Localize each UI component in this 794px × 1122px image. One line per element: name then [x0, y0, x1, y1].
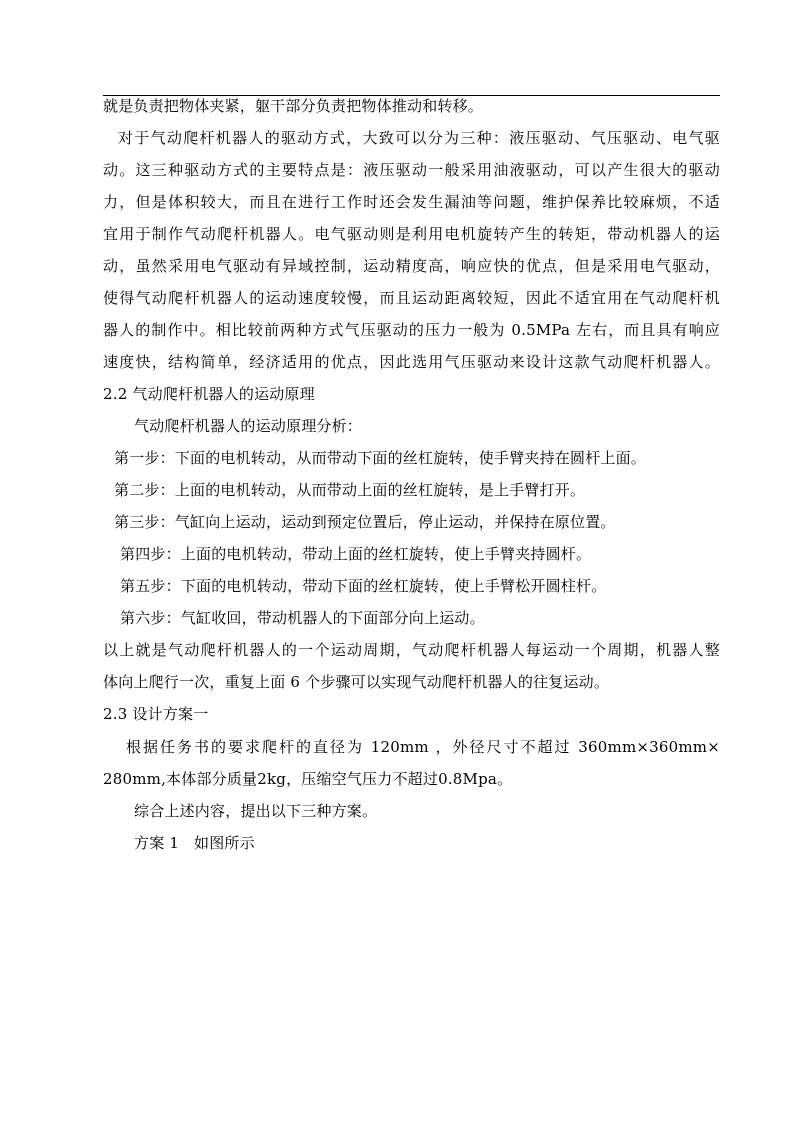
step-line: 第二步：上面的电机转动，从而带动上面的丝杠旋转，是上手臂打开。	[114, 481, 586, 499]
paragraph-line: 对于气动爬杆机器人的驱动方式，大致可以分为三种：液压驱动、气压驱动、电气驱	[118, 129, 720, 147]
paragraph-line: 器人的制作中。相比较前两种方式气压驱动的压力一般为 0.5MPa 左右，而且具有响应	[103, 321, 720, 339]
step-line: 第四步：上面的电机转动，带动上面的丝杠旋转，使上手臂夹持圆杆。	[120, 545, 592, 563]
paragraph-line: 气动爬杆机器人的运动原理分析：	[134, 417, 363, 435]
step-line: 第三步：气缸向上运动，运动到预定位置后，停止运动，并保持在原位置。	[114, 513, 616, 531]
paragraph-line: 动，虽然采用电气驱动有异域控制，运动精度高，响应快的优点，但是采用电气驱动，	[103, 257, 720, 275]
paragraph-line: 以上就是气动爬杆机器人的一个运动周期，气动爬杆机器人每运动一个周期，机器人整	[103, 641, 720, 659]
paragraph-line: 根据任务书的要求爬杆的直径为 120mm ，外径尺寸不超过 360mm×360mm×	[126, 738, 720, 756]
paragraph-line: 综合上述内容，提出以下三种方案。	[134, 802, 378, 820]
paragraph-line: 宜用于制作气动爬杆机器人。电气驱动则是利用电机旋转产生的转矩，带动机器人的运	[103, 225, 720, 243]
paragraph-line: 就是负责把物体夹紧，躯干部分负责把物体推动和转移。	[103, 97, 484, 115]
paragraph-line: 280mm,本体部分质量2kg，压缩空气压力不超过0.8Mpa。	[103, 770, 513, 788]
paragraph-line: 使得气动爬杆机器人的运动速度较慢，而且运动距离较短，因此不适宜用在气动爬杆机	[103, 289, 720, 307]
paragraph-line: 速度快，结构简单，经济适用的优点，因此选用气压驱动来设计这款气动爬杆机器人。	[103, 353, 720, 371]
paragraph-line: 动。这三种驱动方式的主要特点是：液压驱动一般采用油液驱动，可以产生很大的驱动	[103, 161, 720, 179]
step-line: 第六步：气缸收回，带动机器人的下面部分向上运动。	[120, 609, 485, 627]
paragraph-line: 力，但是体积较大，而且在进行工作时还会发生漏油等问题，维护保养比较麻烦，不适	[103, 193, 720, 211]
section-heading: 2.3 设计方案一	[103, 705, 209, 723]
step-line: 第一步：下面的电机转动，从而带动下面的丝杠旋转，使手臂夹持在圆杆上面。	[114, 449, 647, 467]
figure-caption: 方案 1 如图所示	[134, 834, 255, 852]
step-line: 第五步：下面的电机转动，带动下面的丝杠旋转，使上手臂松开圆柱杆。	[120, 577, 607, 595]
section-heading: 2.2 气动爬杆机器人的运动原理	[103, 385, 315, 403]
paragraph-line: 体向上爬行一次，重复上面 6 个步骤可以实现气动爬杆机器人的往复运动。	[103, 673, 610, 691]
